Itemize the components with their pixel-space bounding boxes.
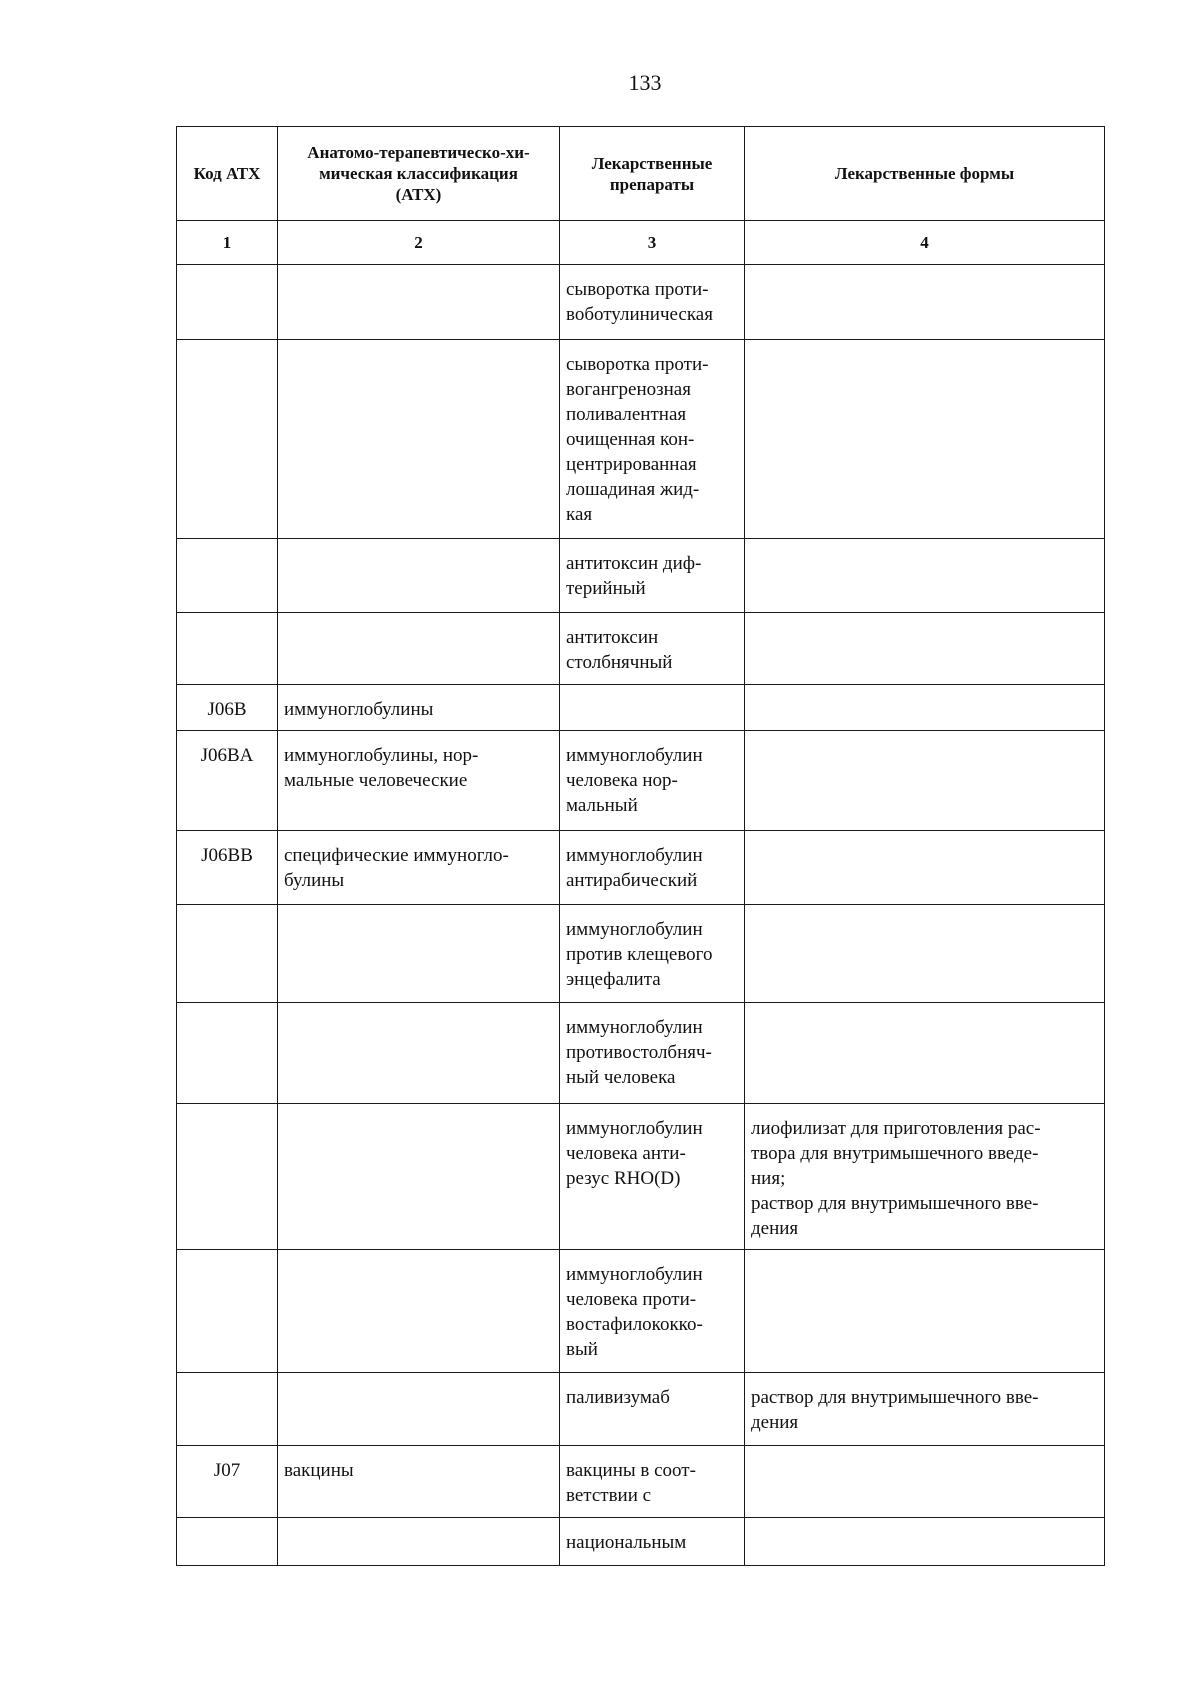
- cell-classification: вакцины: [278, 1446, 560, 1518]
- cell-form: [745, 1446, 1105, 1518]
- cell-classification: [278, 905, 560, 1003]
- table-row: [177, 1003, 1105, 1104]
- cell-classification: иммуноглобулины: [278, 685, 560, 731]
- header-atx-classification: Анатомо-терапевтическо-хи- мическая классификация (АТХ): [278, 127, 560, 221]
- table-row: [177, 905, 1105, 1003]
- cell-classification: [278, 1250, 560, 1373]
- cell-form: [745, 613, 1105, 685]
- cell-form: [745, 905, 1105, 1003]
- cell-code: [177, 1373, 278, 1446]
- table-row: [177, 340, 1105, 539]
- cell-code: J06B: [177, 685, 278, 731]
- cell-classification: [278, 539, 560, 613]
- cell-form: [745, 539, 1105, 613]
- cell-code: [177, 1003, 278, 1104]
- cell-drug: иммуноглобулин человека проти- востафилококко- вый: [560, 1250, 745, 1373]
- cell-drug: национальным: [560, 1518, 745, 1566]
- cell-form: [745, 831, 1105, 905]
- cell-drug: иммуноглобулин противостолбняч- ный человека: [560, 1003, 745, 1104]
- cell-drug: иммуноглобулин человека нор- мальный: [560, 731, 745, 831]
- cell-classification: [278, 1373, 560, 1446]
- cell-form: [745, 685, 1105, 731]
- table-row: [177, 685, 1105, 731]
- table-row: [177, 613, 1105, 685]
- table-row: [177, 1250, 1105, 1373]
- cell-classification: иммуноглобулины, нор- мальные человеческие: [278, 731, 560, 831]
- cell-form: [745, 265, 1105, 340]
- header-atx-code: Код АТХ: [177, 127, 278, 221]
- cell-code: [177, 905, 278, 1003]
- table-row: [177, 731, 1105, 831]
- cell-drug: антитоксин столбнячный: [560, 613, 745, 685]
- cell-classification: [278, 1003, 560, 1104]
- cell-drug: антитоксин диф- терийный: [560, 539, 745, 613]
- column-number: 3: [560, 221, 745, 265]
- cell-code: [177, 539, 278, 613]
- cell-form: [745, 731, 1105, 831]
- cell-drug: [560, 685, 745, 731]
- header-drugs: Лекарственные препараты: [560, 127, 745, 221]
- cell-code: [177, 1518, 278, 1566]
- cell-classification: [278, 1104, 560, 1250]
- cell-drug: иммуноглобулин человека анти- резус RHO(D): [560, 1104, 745, 1250]
- cell-drug: сыворотка проти- вогангренозная поливалентная очищенная кон- центрированная лошадиная жид- кая: [560, 340, 745, 539]
- page-number: 133: [628, 70, 662, 95]
- cell-drug: паливизумаб: [560, 1373, 745, 1446]
- atx-table: [176, 126, 1105, 1566]
- cell-classification: [278, 1518, 560, 1566]
- cell-classification: [278, 265, 560, 340]
- cell-classification: [278, 613, 560, 685]
- table-row: [177, 1104, 1105, 1250]
- cell-form: лиофилизат для приготовления рас- твора для внутримышечного введе- ния; раствор для внутримышечного вве- дения: [745, 1104, 1105, 1250]
- cell-code: J06BB: [177, 831, 278, 905]
- cell-code: [177, 265, 278, 340]
- table-row: [177, 1518, 1105, 1566]
- cell-form: [745, 1250, 1105, 1373]
- cell-drug: вакцины в соот- ветствии с: [560, 1446, 745, 1518]
- cell-code: [177, 1250, 278, 1373]
- cell-form: [745, 340, 1105, 539]
- cell-form: [745, 1003, 1105, 1104]
- table-row: [177, 539, 1105, 613]
- cell-code: J06BA: [177, 731, 278, 831]
- table-row: [177, 1446, 1105, 1518]
- cell-classification: [278, 340, 560, 539]
- cell-code: J07: [177, 1446, 278, 1518]
- column-number: 2: [278, 221, 560, 265]
- column-number: 1: [177, 221, 278, 265]
- cell-code: [177, 340, 278, 539]
- header-row: [177, 127, 1105, 221]
- cell-classification: специфические иммуногло- булины: [278, 831, 560, 905]
- cell-form: раствор для внутримышечного вве- дения: [745, 1373, 1105, 1446]
- cell-code: [177, 1104, 278, 1250]
- cell-drug: сыворотка проти- воботулиническая: [560, 265, 745, 340]
- cell-drug: иммуноглобулин антирабический: [560, 831, 745, 905]
- cell-code: [177, 613, 278, 685]
- column-number-row: [177, 221, 1105, 265]
- header-dosage-forms: Лекарственные формы: [745, 127, 1105, 221]
- column-number: 4: [745, 221, 1105, 265]
- table-row: [177, 265, 1105, 340]
- table-row: [177, 1373, 1105, 1446]
- table-row: [177, 831, 1105, 905]
- cell-form: [745, 1518, 1105, 1566]
- cell-drug: иммуноглобулин против клещевого энцефалита: [560, 905, 745, 1003]
